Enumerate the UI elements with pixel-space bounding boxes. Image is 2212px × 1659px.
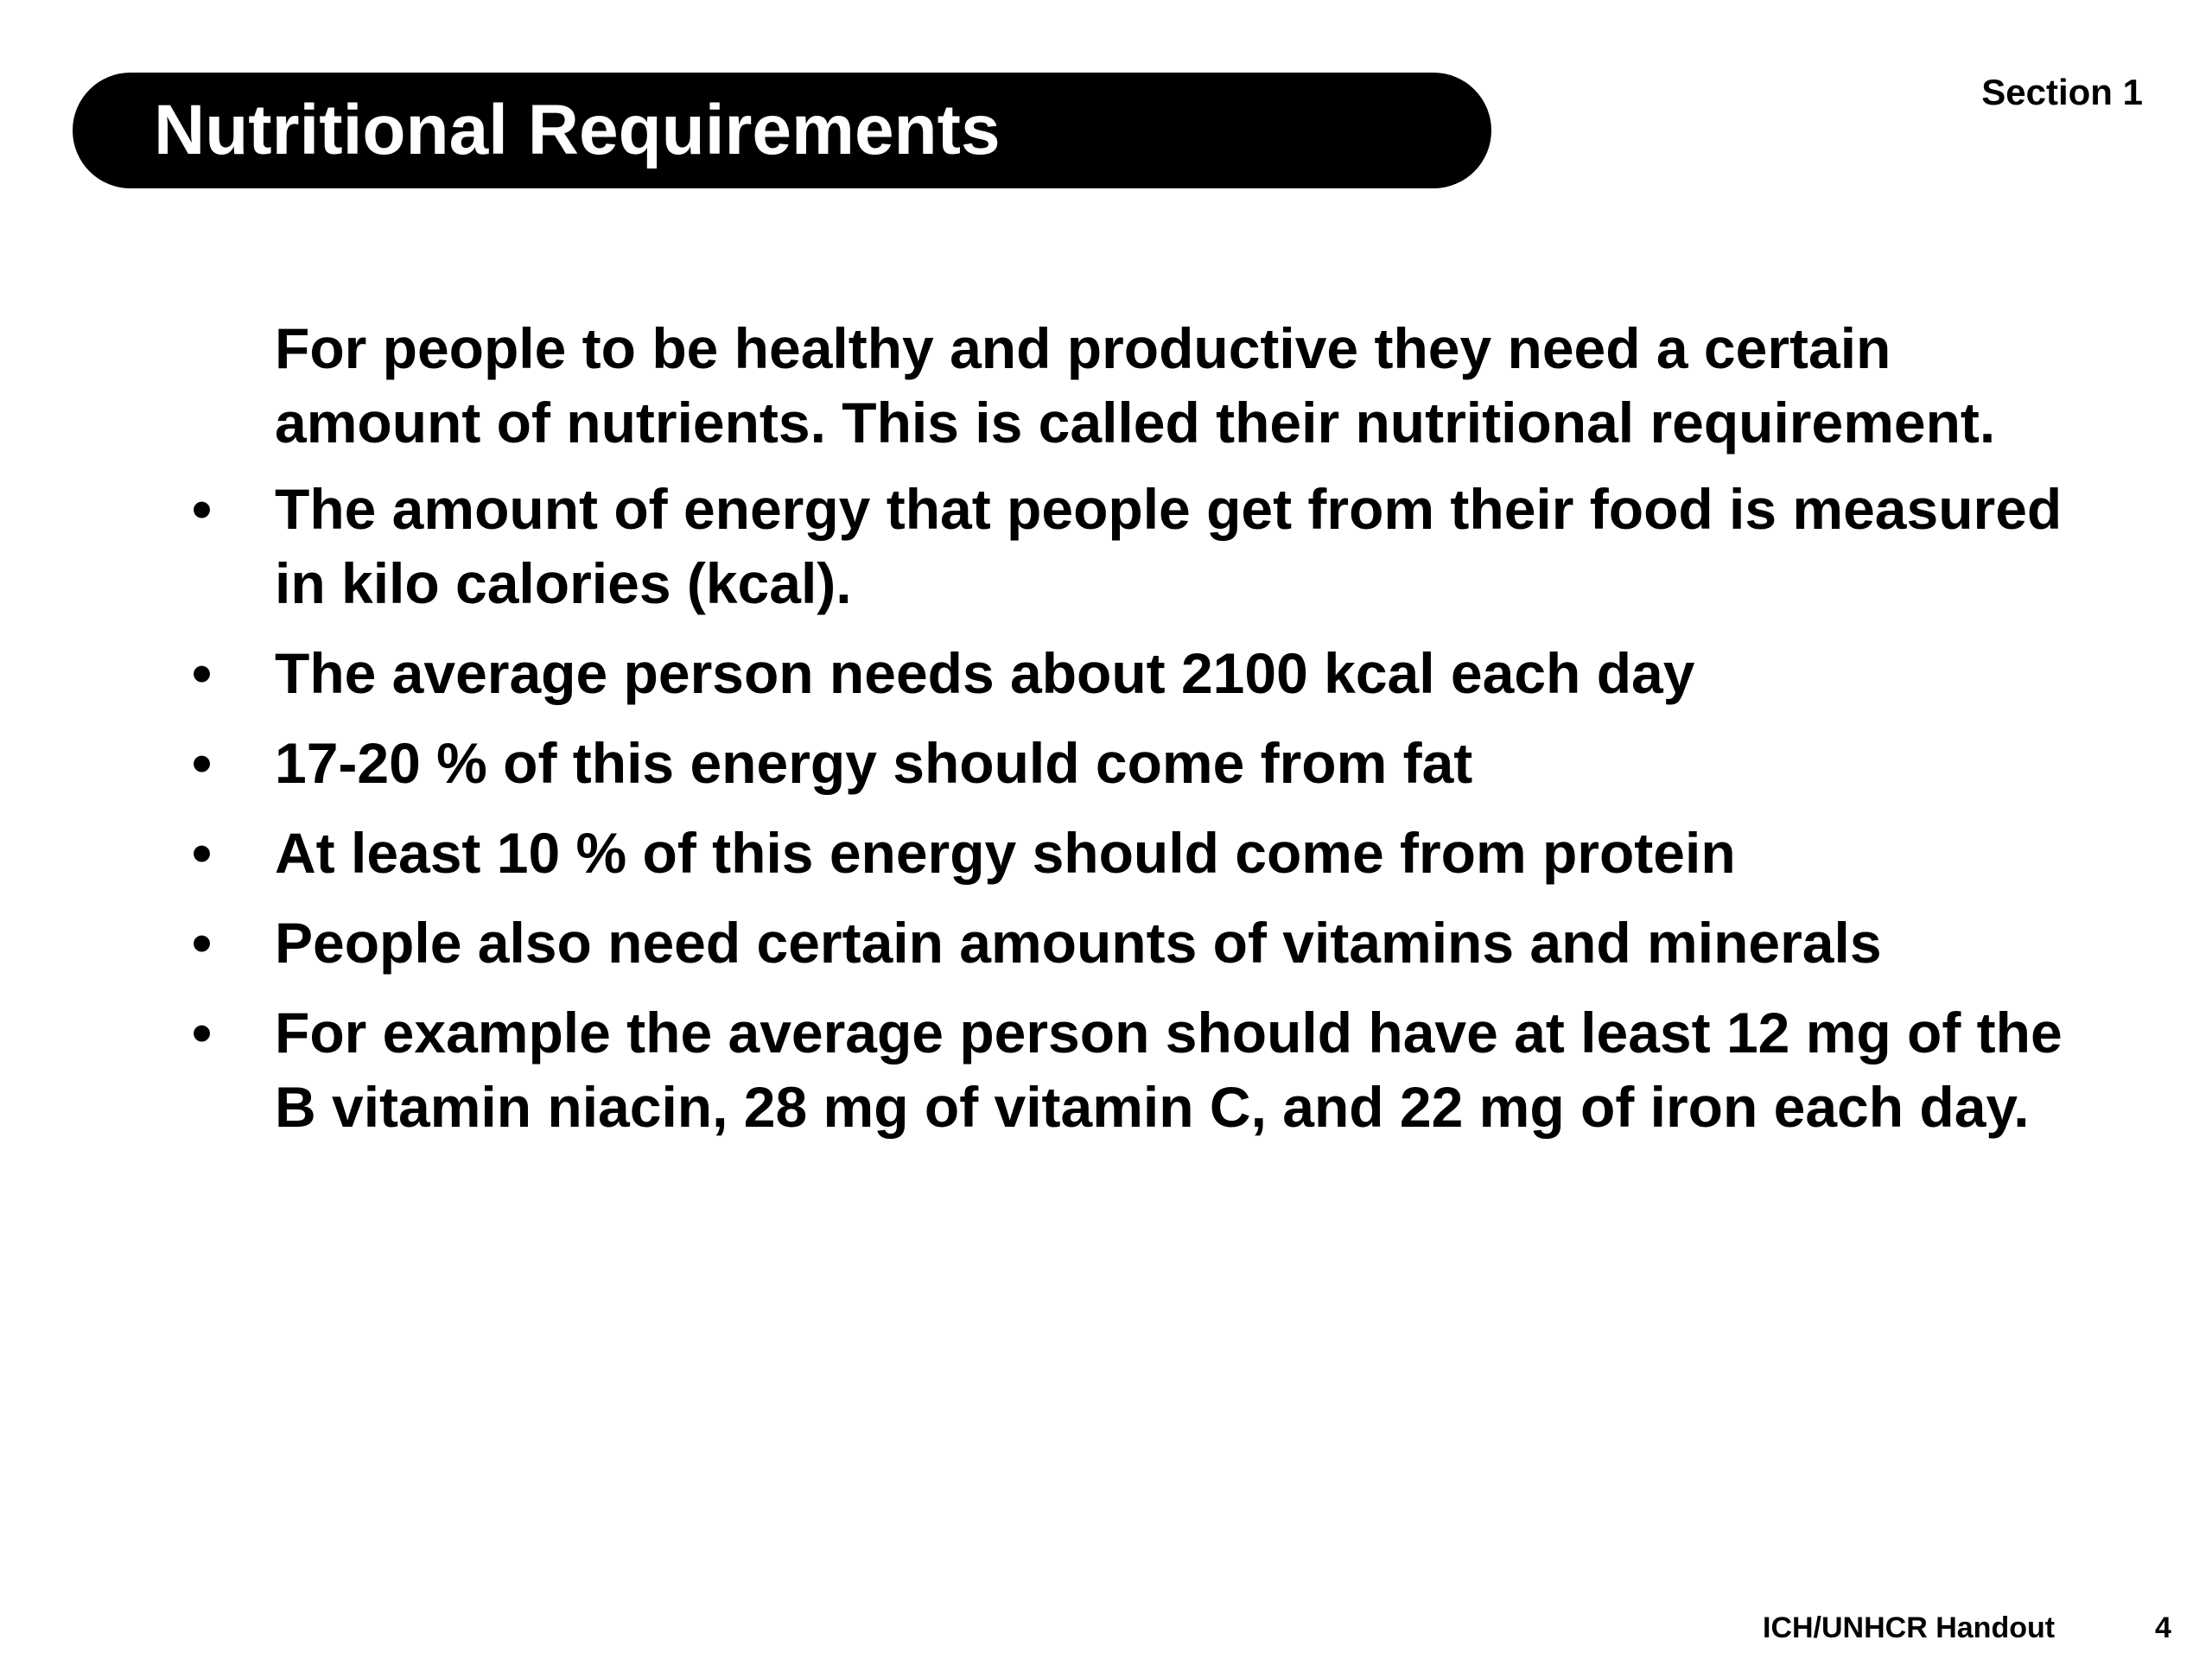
bullet-item <box>188 472 2072 620</box>
slide-content <box>188 311 2072 1144</box>
bullet-icon: • <box>192 641 213 705</box>
footer-source: ICH/UNHCR Handout <box>1763 1611 2056 1644</box>
bullet-item <box>188 726 2072 800</box>
intro-paragraph: For people to be healthy and productive they need a certain amount of nutrients. This is called their nutritional requirement. <box>275 316 1996 454</box>
bullet-icon: • <box>192 911 213 975</box>
bullet-text: The average person needs about 2100 kcal each day <box>275 641 1695 705</box>
bullet-item <box>188 906 2072 980</box>
bullet-item <box>188 636 2072 710</box>
bullet-text: People also need certain amounts of vitamins and minerals <box>275 911 1882 975</box>
bullet-icon: • <box>192 731 213 795</box>
bullet-text: At least 10 % of this energy should come from protein <box>275 821 1736 885</box>
bullet-icon: • <box>192 1001 213 1065</box>
bullet-text: 17-20 % of this energy should come from fat <box>275 731 1473 795</box>
bullet-icon: • <box>192 821 213 885</box>
bullet-item <box>188 816 2072 890</box>
page-number: 4 <box>2155 1611 2171 1644</box>
bullet-item <box>188 995 2072 1144</box>
bullet-text: The amount of energy that people get from their food is measured in kilo calories (kcal). <box>275 477 2063 615</box>
section-label: Section 1 <box>1981 72 2143 112</box>
bullet-list <box>188 472 2072 1144</box>
page-title: Nutritional Requirements <box>154 91 1001 169</box>
bullet-text: For example the average person should have at least 12 mg of the B vitamin niacin, 28 mg of vitamin C, and 22 mg of iron each day. <box>275 1001 2063 1139</box>
bullet-icon: • <box>192 477 213 541</box>
